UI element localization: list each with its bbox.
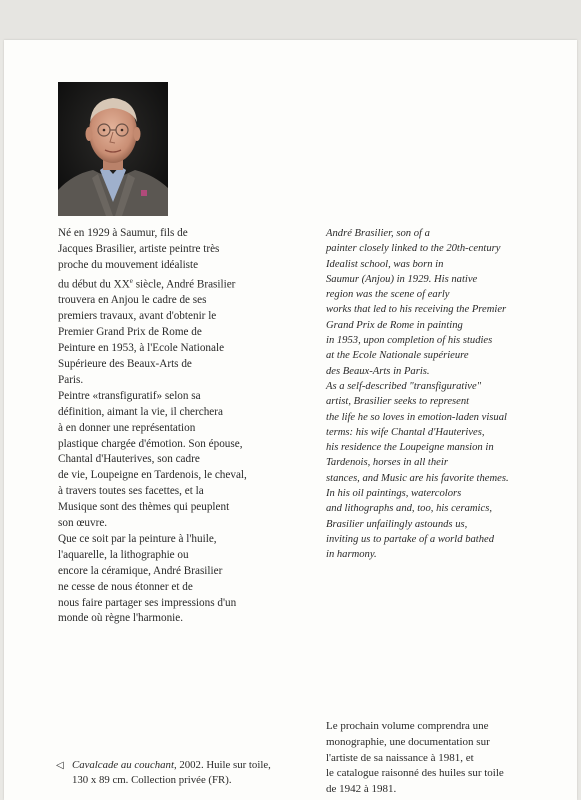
fr-line: son œuvre. [58, 517, 108, 530]
fr-line-part: du début du XX [58, 278, 130, 291]
note-line: le catalogue raisonné des huiles sur toile [326, 767, 504, 780]
en-line: at the Ecole Nationale supérieure [326, 350, 469, 362]
artist-portrait-photo [58, 82, 168, 216]
next-volume-note [326, 719, 566, 798]
fr-line: encore la céramique, André Brasilier [58, 564, 223, 577]
fr-line: à en donner une représentation [58, 421, 196, 434]
fr-line: Supérieure des Beaux-Arts de [58, 357, 192, 370]
left-triangle-icon: ◁ [56, 760, 64, 771]
en-line: Saumur (Anjou) in 1929. His native [326, 273, 478, 285]
portrait-illustration [58, 82, 168, 216]
fr-line: proche du mouvement idéaliste [58, 258, 199, 271]
en-line: his residence the Loupeigne mansion in [326, 442, 494, 454]
fr-line: de vie, Loupeigne en Tardenois, le cheval, [58, 469, 247, 482]
artwork-caption [56, 758, 296, 788]
en-line: and lithographs and, too, his ceramics, [326, 503, 492, 515]
en-line: Idealist school, was born in [326, 258, 444, 270]
english-biography [326, 226, 566, 563]
en-line: painter closely linked to the 20th-century [326, 243, 501, 255]
en-line: André Brasilier, son of a [326, 228, 430, 239]
fr-superscript: e [129, 276, 133, 285]
en-line: terms: his wife Chantal d'Hauterives, [326, 426, 485, 438]
fr-line: à travers toutes ses facettes, et la [58, 485, 204, 498]
en-line: des Beaux-Arts in Paris. [326, 365, 430, 377]
fr-line: Peintre «transfiguratif» selon sa [58, 389, 201, 402]
en-line: stances, and Music are his favorite themes. [326, 472, 509, 484]
fr-line: ne cesse de nous étonner et de [58, 580, 193, 593]
note-line: monographie, une documentation sur [326, 735, 490, 748]
fr-line: monde où règne l'harmonie. [58, 612, 184, 625]
caption-line-2: 130 x 89 cm. Collection privée (FR). [72, 774, 232, 786]
fr-line: plastique chargée d'émotion. Son épouse, [58, 437, 243, 450]
fr-line-part: siècle, André Brasilier [132, 278, 236, 291]
fr-line: trouvera en Anjou le cadre de ses [58, 294, 207, 307]
caption-details: , 2002. Huile sur toile, [173, 759, 271, 771]
caption-line-1 [72, 758, 296, 773]
fr-line: premiers travaux, avant d'obtenir le [58, 310, 217, 323]
fr-line [58, 274, 273, 294]
en-line: works that led to his receiving the Premier [326, 304, 507, 316]
en-line: Grand Prix de Rome in painting [326, 319, 463, 331]
fr-line: l'aquarelle, la lithographie ou [58, 548, 189, 561]
fr-line: Paris. [58, 373, 84, 386]
note-line: l'artiste de sa naissance à 1981, et [326, 751, 474, 764]
artwork-title: Cavalcade au couchant [72, 759, 174, 771]
fr-line: Peinture en 1953, à l'Ecole Nationale [58, 342, 225, 355]
french-biography [58, 226, 273, 627]
en-line: in harmony. [326, 549, 377, 561]
note-line: de 1942 à 1981. [326, 783, 397, 796]
fr-line: Que ce soit par la peinture à l'huile, [58, 532, 217, 545]
fr-line: Musique sont des thèmes qui peuplent [58, 501, 230, 514]
fr-line: Premier Grand Prix de Rome de [58, 326, 202, 339]
note-line: Le prochain volume comprendra une [326, 720, 489, 732]
fr-line: Chantal d'Hauterives, son cadre [58, 453, 200, 466]
en-line: in 1953, upon completion of his studies [326, 335, 493, 347]
fr-line: nous faire partager ses impressions d'un [58, 596, 237, 609]
en-line: inviting us to partake of a world bathed [326, 533, 495, 545]
en-line: the life he so loves in emotion-laden visual [326, 411, 507, 423]
en-line: region was the scene of early [326, 289, 450, 301]
en-line: Brasilier unfailingly astounds us, [326, 518, 468, 530]
en-line: Tardenois, horses in all their [326, 457, 448, 469]
en-line: artist, Brasilier seeks to represent [326, 396, 470, 408]
fr-line: Né en 1929 à Saumur, fils de [58, 227, 188, 239]
page-top-margin [0, 0, 581, 40]
fr-line: Jacques Brasilier, artiste peintre très [58, 242, 220, 255]
en-line: In his oil paintings, watercolors [326, 488, 462, 500]
en-line: As a self-described "transfigurative" [326, 380, 482, 392]
fr-line: définition, aimant la vie, il cherchera [58, 405, 223, 418]
